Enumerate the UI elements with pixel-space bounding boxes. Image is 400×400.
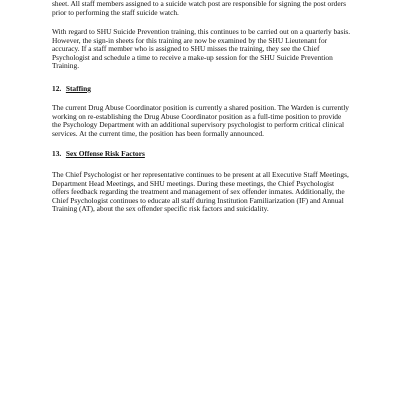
section-heading-staffing	[52, 85, 352, 94]
paragraph-sex-offense-risk-factors: The Chief Psychologist or her representative continues to be present at all Executive Staff Meetings, Department Head Meetings, and SHU meetings. During these meetings, the Chief Psychologist offers feedback regarding the treatment and management of sex offender inmates. Additionally, the Chief Psychologist continues to educate all staff during Institution Familiarization (IF) and Annual Training (AT), about the sex offender specific risk factors and suicidality.	[52, 170, 349, 214]
paragraph-suicide-prevention-training: With regard to SHU Suicide Prevention training, this continues to be carried out on a quarterly basis. However, the sign-in sheets for this training are now be examined by the SHU Lieutenant for accuracy. If a staff member who is assigned to SHU misses the training, they see the Chief Psychologist and schedule a time to receive a make-up session for the SHU Suicide Prevention Training.	[52, 27, 351, 71]
section-title: Sex Offense Risk Factors	[65, 149, 145, 158]
section-title: Staffing	[65, 84, 91, 93]
section-heading-sex-offense-risk-factors	[52, 150, 352, 159]
paragraph-suicide-watch-continued: sheet. All staff members assigned to a suicide watch post are responsible for signing the post orders prior to performing the staff suicide watch.	[52, 0, 346, 17]
paragraph-staffing: The current Drug Abuse Coordinator position is currently a shared position. The Warden is currently working on re-establishing the Drug Abuse Coordinator position as a full-time position to provide the Psychology Department with an additional supervisory psychologist to perform critical clinical services. At the current time, the position has been formally announced.	[52, 103, 349, 138]
section-number: 13.	[52, 149, 62, 158]
section-number: 12.	[52, 84, 62, 93]
